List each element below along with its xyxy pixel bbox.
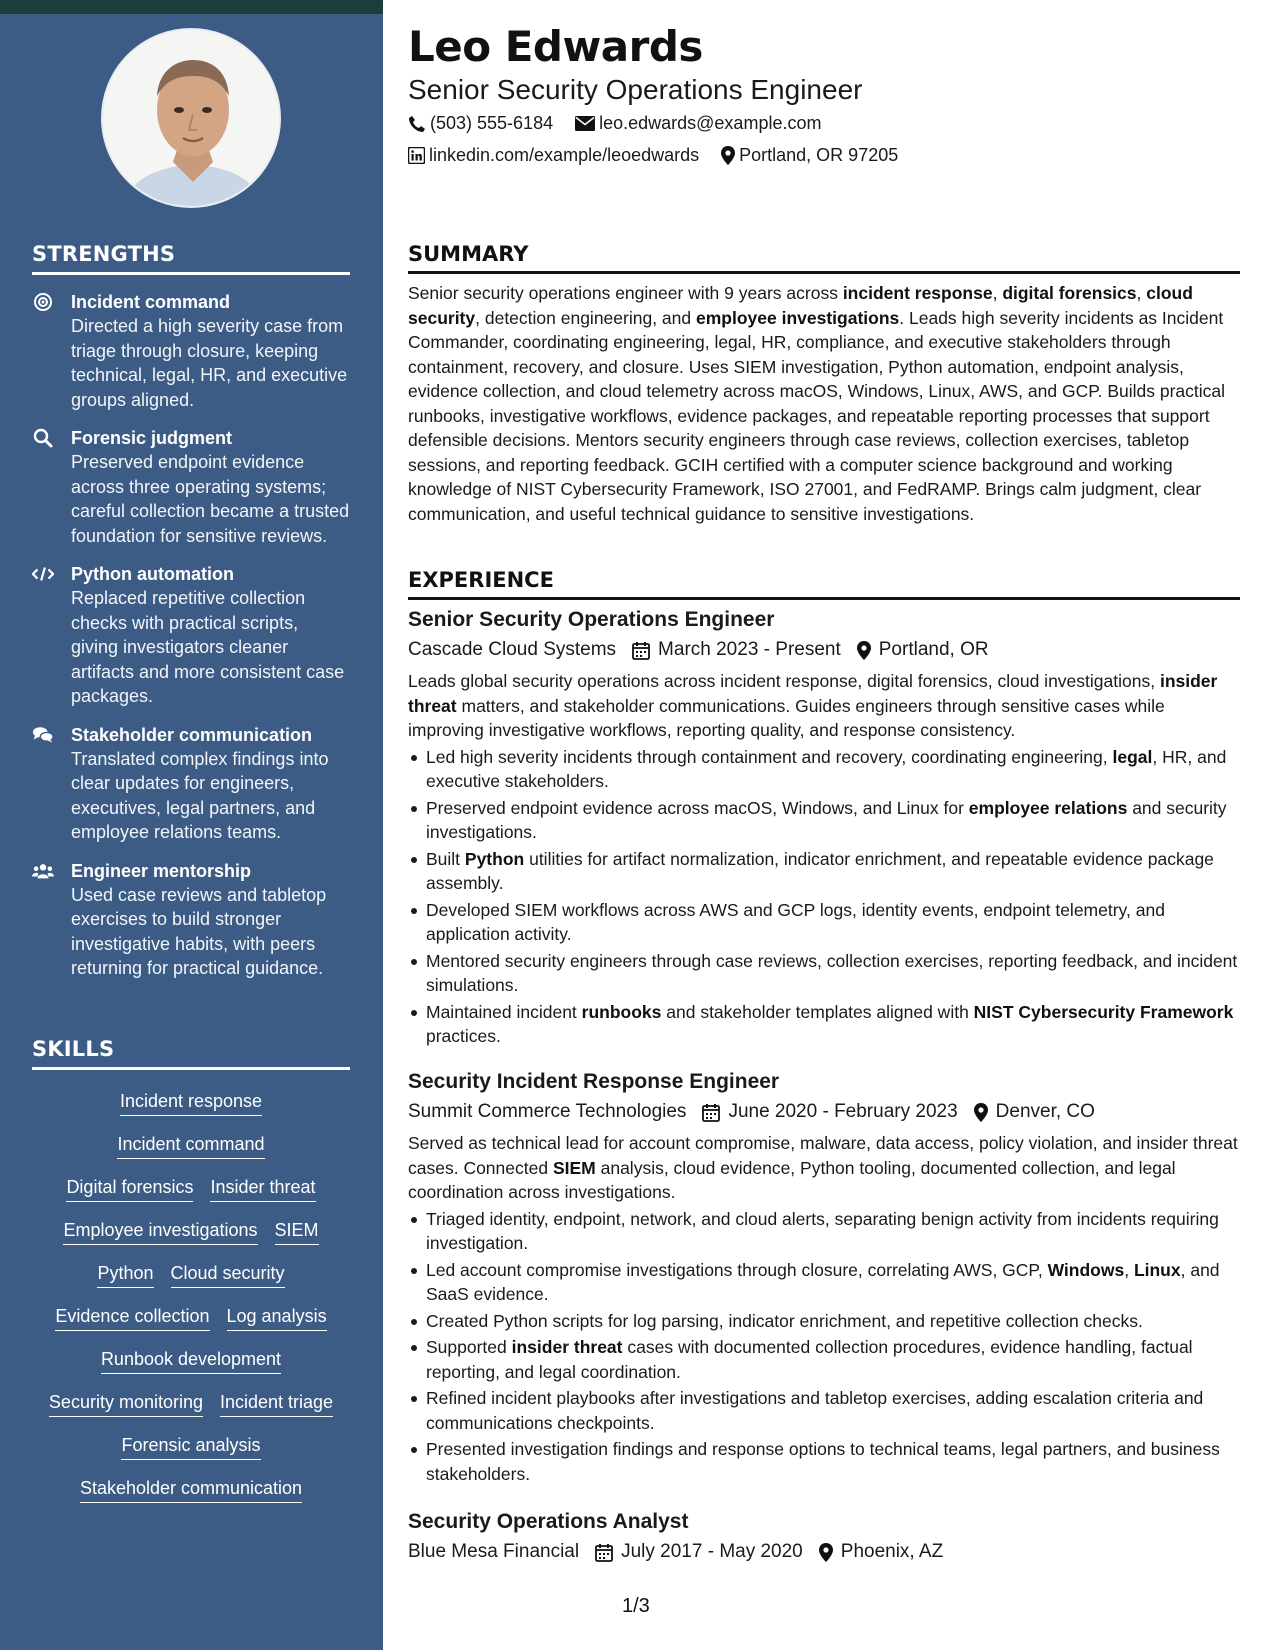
target-icon <box>32 291 54 313</box>
strength-item <box>32 562 350 709</box>
job-meta <box>408 1538 1240 1566</box>
job-title: Security Incident Response Engineer <box>408 1070 780 1093</box>
job-meta <box>408 1098 1240 1126</box>
list-item: Developed SIEM workflows across AWS and GCP logs, identity events, endpoint telemetry, and application activity. <box>408 898 1240 947</box>
job-dates: March 2023 - Present <box>632 636 841 664</box>
users-icon <box>32 860 54 882</box>
contact-email[interactable] <box>575 113 821 134</box>
strength-desc: Replaced repetitive collection checks with practical scripts, giving investigators cleaner artifacts and more consistent case packages. <box>71 588 345 706</box>
skill-chip: Cloud security <box>171 1261 285 1288</box>
contact-row <box>408 145 920 166</box>
calendar-icon <box>702 1103 720 1122</box>
skills-section <box>32 1037 350 1510</box>
list-item: Preserved endpoint evidence across macOS, Windows, and Linux for employee relations and security investigations. <box>408 796 1240 845</box>
map-pin-icon <box>721 146 735 165</box>
list-item: Maintained incident runbooks and stakeholder templates aligned with NIST Cybersecurity Framework practices. <box>408 1000 1240 1049</box>
job-bullets <box>408 1207 1240 1487</box>
list-item: Built Python utilities for artifact normalization, indicator enrichment, and repeatable evidence package assembly. <box>408 847 1240 896</box>
skill-chip: Evidence collection <box>55 1304 209 1331</box>
envelope-icon <box>575 116 595 131</box>
skill-chip: Log analysis <box>227 1304 327 1331</box>
skill-chip: Stakeholder communication <box>80 1476 302 1503</box>
job-company: Summit Commerce Technologies <box>408 1101 687 1122</box>
candidate-name: Leo Edwards <box>408 22 703 71</box>
list-item: Refined incident playbooks after investigations and tabletop exercises, adding escalation criteria and communications checkpoints. <box>408 1386 1240 1435</box>
strength-title: Forensic judgment <box>71 428 233 448</box>
strength-title: Engineer mentorship <box>71 860 252 881</box>
linkedin-text: linkedin.com/example/leoedwards <box>429 145 700 165</box>
phone-text: (503) 555-6184 <box>430 113 554 133</box>
job-dates: July 2017 - May 2020 <box>595 1538 803 1566</box>
contact-row <box>408 113 843 134</box>
skills-list <box>32 1070 350 1510</box>
email-text: leo.edwards@example.com <box>599 113 822 133</box>
job-entry <box>408 606 1240 1051</box>
list-item: Mentored security engineers through case reviews, collection exercises, reporting feedback, and incident simulations. <box>408 949 1240 998</box>
job-location: Denver, CO <box>974 1098 1095 1126</box>
job-title: Security Operations Analyst <box>408 1510 689 1533</box>
list-item: Triaged identity, endpoint, network, and cloud alerts, separating benign activity from incidents requiring investigation. <box>408 1207 1240 1256</box>
map-pin-icon <box>857 641 871 660</box>
strength-item <box>32 859 350 981</box>
list-item: Presented investigation findings and response options to technical teams, legal partners, and business stakeholders. <box>408 1437 1240 1486</box>
summary-text: Senior security operations engineer with 9 years across incident response, digital forensics, cloud security, detection engineering, and employee investigations. Leads high severity incidents as Incident Commander, coordinating engineering, legal, HR, compliance, and executive stakeholders through containment, recovery, and closure. Uses SIEM investigation, Python automation, endpoint analysis, evidence collection, and cloud telemetry across macOS, Windows, Linux, AWS, and GCP. Builds practical runbooks, investigative workflows, evidence packages, and repeatable reporting processes that support defensible decisions. Mentors security engineers through case reviews, collection exercises, tabletop sessions, and reporting feedback. GCIH certified with a computer science background and working knowledge of NIST Cybersecurity Framework, ISO 27001, and FedRAMP. Brings calm judgment, clear communication, and useful technical guidance to sensitive investigations. <box>408 283 1226 524</box>
job-company: Blue Mesa Financial <box>408 1541 580 1562</box>
job-location: Phoenix, AZ <box>819 1538 943 1566</box>
skills-heading: SKILLS <box>32 1037 350 1070</box>
skill-chip: Incident response <box>120 1089 262 1116</box>
list-item: Created Python scripts for log parsing, indicator enrichment, and repetitive collection checks. <box>408 1309 1240 1334</box>
job-entry <box>408 1508 1240 1566</box>
strength-item <box>32 290 350 412</box>
job-dates: June 2020 - February 2023 <box>702 1098 957 1126</box>
search-icon <box>32 427 54 449</box>
calendar-icon <box>632 641 650 660</box>
candidate-headline: Senior Security Operations Engineer <box>408 74 863 105</box>
phone-icon <box>408 115 426 133</box>
strength-desc: Translated complex findings into clear updates for engineers, executives, legal partners, and employee relations teams. <box>71 748 329 842</box>
strength-desc: Preserved endpoint evidence across three operating systems; careful collection became a trusted foundation for sensitive reviews. <box>71 452 350 546</box>
page-number: 1/3 <box>622 1595 650 1617</box>
strength-desc: Directed a high severity case from triage through closure, keeping technical, legal, HR, and executive groups aligned. <box>71 316 348 410</box>
contact-phone[interactable] <box>408 113 553 134</box>
skill-chip: Insider threat <box>210 1175 315 1202</box>
job-location: Portland, OR <box>857 636 989 664</box>
strength-title: Python automation <box>71 564 234 584</box>
sidebar-top-bar <box>0 0 383 14</box>
job-description: Leads global security operations across incident response, digital forensics, cloud investigations, insider threat matters, and stakeholder communications. Guides engineers through sensitive cases while improving investigative workflows, reporting quality, and response consistency. <box>408 671 1218 740</box>
strength-desc: Used case reviews and tabletop exercises to build stronger investigative habits, with peers returning for practical guidance. <box>71 884 327 978</box>
job-title: Senior Security Operations Engineer <box>408 608 775 631</box>
job-bullets <box>408 745 1240 1049</box>
strengths-heading: STRENGTHS <box>32 242 350 275</box>
experience-heading: EXPERIENCE <box>408 568 1240 600</box>
skill-chip: SIEM <box>275 1218 319 1245</box>
strength-item <box>32 723 350 845</box>
strength-title: Incident command <box>71 292 231 312</box>
job-company: Cascade Cloud Systems <box>408 639 617 660</box>
skill-chip: Security monitoring <box>49 1390 203 1417</box>
strength-title: Stakeholder communication <box>71 724 313 745</box>
contact-linkedin[interactable] <box>408 145 699 166</box>
list-item: Supported insider threat cases with documented collection procedures, evidence handling, factual reporting, and legal coordination. <box>408 1335 1240 1384</box>
list-item: Led high severity incidents through containment and recovery, coordinating engineering, legal, HR, and executive stakeholders. <box>408 745 1240 794</box>
job-meta <box>408 636 1240 664</box>
chat-icon <box>32 724 54 746</box>
code-icon <box>32 563 54 585</box>
linkedin-icon <box>408 147 425 164</box>
location-text: Portland, OR 97205 <box>739 145 899 165</box>
map-pin-icon <box>819 1543 833 1562</box>
profile-photo <box>103 30 281 208</box>
list-item: Led account compromise investigations through closure, correlating AWS, GCP, Windows, Linux, and SaaS evidence. <box>408 1258 1240 1307</box>
strength-item <box>32 426 350 548</box>
calendar-icon <box>595 1543 613 1562</box>
contact-location <box>721 145 898 166</box>
skill-chip: Runbook development <box>101 1347 281 1374</box>
skill-chip: Employee investigations <box>63 1218 257 1245</box>
skill-chip: Incident command <box>117 1132 264 1159</box>
avatar <box>101 28 281 208</box>
sidebar <box>0 0 383 1650</box>
skill-chip: Incident triage <box>220 1390 333 1417</box>
strengths-section <box>32 242 350 981</box>
job-entry <box>408 1068 1240 1488</box>
skill-chip: Digital forensics <box>66 1175 193 1202</box>
summary-heading: SUMMARY <box>408 242 1240 274</box>
skill-chip: Python <box>97 1261 153 1288</box>
job-description: Served as technical lead for account compromise, malware, data access, policy violation, and insider threat cases. Connected SIEM analysis, cloud evidence, Python tooling, documented collection, and legal coordination across investigations. <box>408 1133 1238 1202</box>
map-pin-icon <box>974 1103 988 1122</box>
skill-chip: Forensic analysis <box>121 1433 260 1460</box>
